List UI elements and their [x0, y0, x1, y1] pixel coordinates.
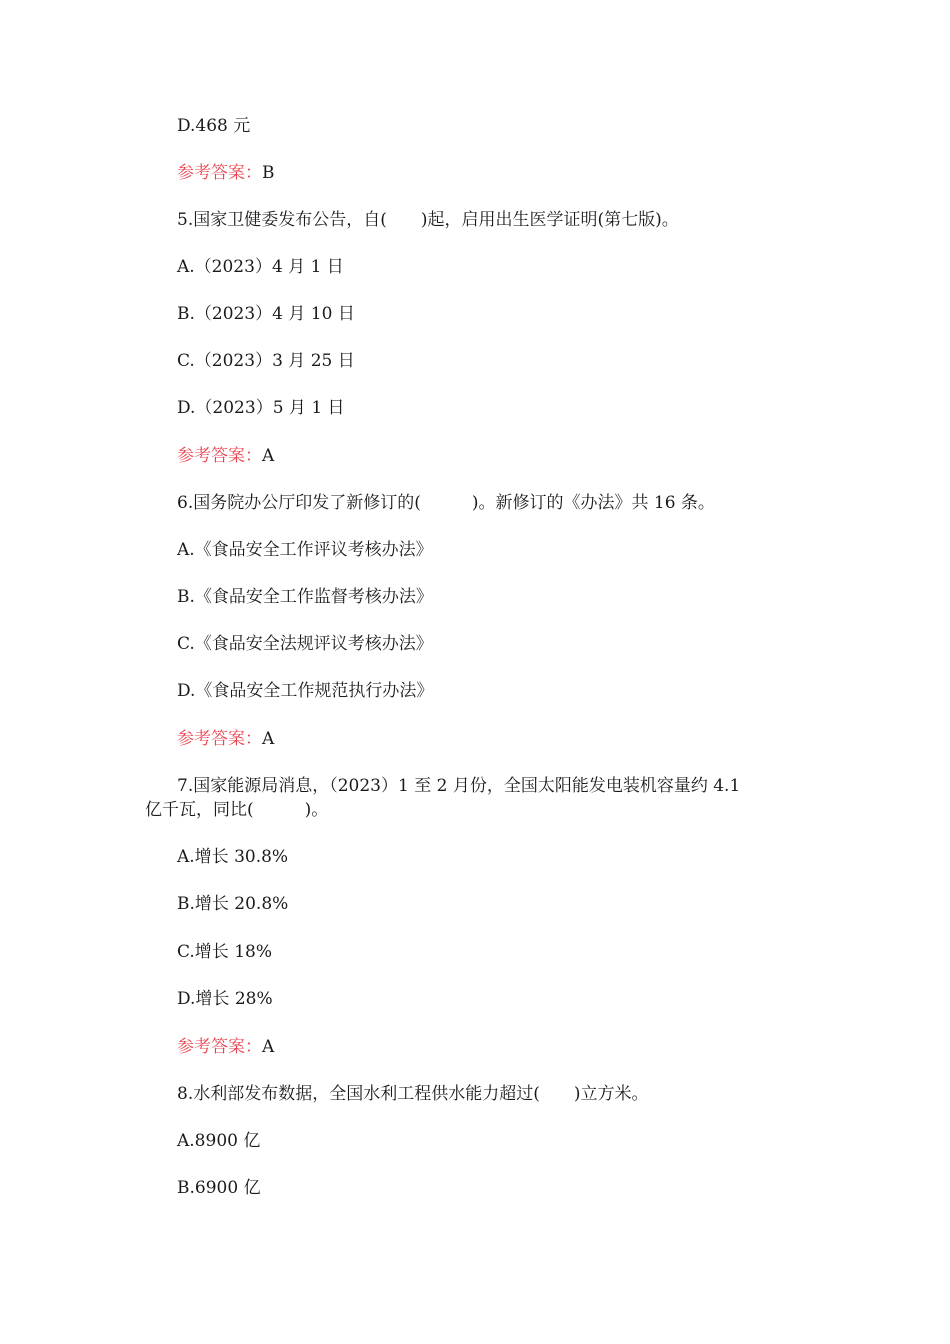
question-7-continued: 亿千瓦，同比( )。 — [145, 800, 329, 820]
answer-value: B — [262, 163, 275, 183]
answer-label: 参考答案： — [177, 446, 262, 466]
option-c-q6: C.《食品安全法规评议考核办法》 — [177, 634, 433, 654]
option-c-q7: C.增长 18% — [177, 942, 272, 962]
option-d-q5: D.（2023）5 月 1 日 — [177, 398, 345, 418]
option-c-q5: C.（2023）3 月 25 日 — [177, 351, 355, 371]
option-d-q7: D.增长 28% — [177, 989, 273, 1009]
option-a-q6: A.《食品安全工作评议考核办法》 — [177, 540, 433, 560]
answer-label: 参考答案： — [177, 729, 262, 749]
question-5: 5.国家卫健委发布公告，自( )起，启用出生医学证明(第七版)。 — [177, 210, 679, 230]
answer-value: A — [262, 1037, 275, 1057]
option-a-q8: A.8900 亿 — [177, 1131, 261, 1151]
option-d-q4: D.468 元 — [177, 116, 251, 136]
option-a-q5: A.（2023）4 月 1 日 — [177, 257, 344, 277]
answer-value: A — [262, 729, 275, 749]
question-8: 8.水利部发布数据，全国水利工程供水能力超过( )立方米。 — [177, 1084, 649, 1104]
answer-value: A — [262, 446, 275, 466]
answer-label: 参考答案： — [177, 163, 262, 183]
option-d-q6: D.《食品安全工作规范执行办法》 — [177, 681, 434, 701]
question-7: 7.国家能源局消息，（2023）1 至 2 月份，全国太阳能发电装机容量约 4.1 — [177, 776, 741, 796]
option-b-q6: B.《食品安全工作监督考核办法》 — [177, 587, 433, 607]
option-b-q7: B.增长 20.8% — [177, 894, 289, 914]
answer-q7 — [177, 1035, 274, 1059]
answer-q6 — [177, 727, 274, 751]
answer-label: 参考答案： — [177, 1037, 262, 1057]
option-b-q5: B.（2023）4 月 10 日 — [177, 304, 355, 324]
option-a-q7: A.增长 30.8% — [177, 847, 289, 867]
answer-q5 — [177, 444, 274, 468]
question-6: 6.国务院办公厅印发了新修订的( )。新修订的《办法》共 16 条。 — [177, 493, 715, 513]
option-b-q8: B.6900 亿 — [177, 1178, 261, 1198]
answer-q4 — [177, 161, 275, 185]
